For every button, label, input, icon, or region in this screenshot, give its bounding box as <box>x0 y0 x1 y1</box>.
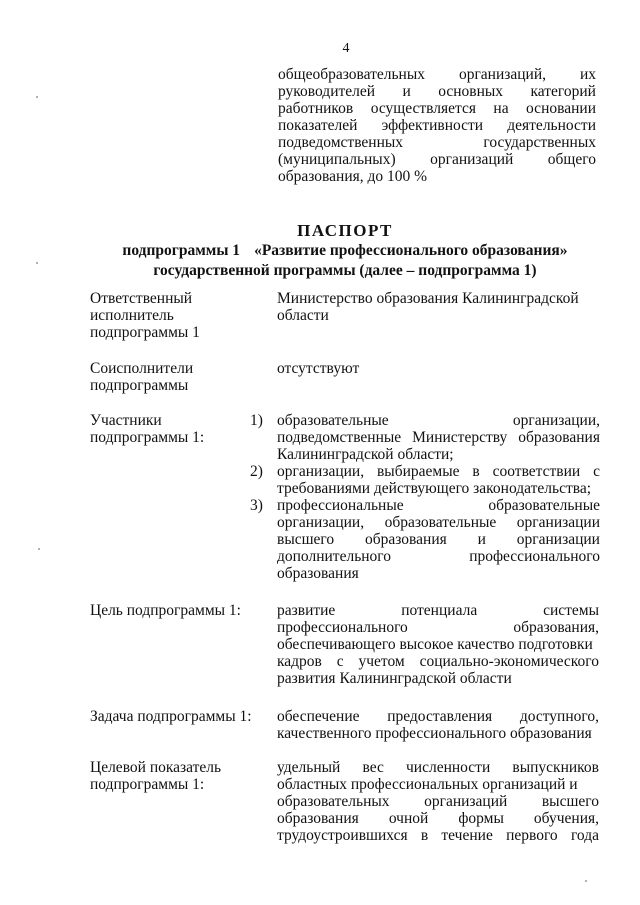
word: года <box>570 827 599 844</box>
word: профессионального <box>277 619 408 636</box>
word: образовательные <box>384 514 497 531</box>
word: работников <box>278 100 354 117</box>
word: руководителей <box>278 83 376 100</box>
value-line <box>277 827 599 844</box>
word: потенциала <box>401 602 478 619</box>
row-value <box>277 708 599 742</box>
item-line <box>277 548 600 565</box>
passport-heading <box>80 221 610 281</box>
intro-line <box>278 83 596 100</box>
list-item <box>250 463 600 497</box>
word: с <box>593 463 600 480</box>
word: (муниципальных) <box>278 151 396 168</box>
word: организаций <box>430 151 514 168</box>
label-line: Ответственный <box>90 290 193 307</box>
word: категорий <box>530 83 596 100</box>
word: и <box>402 83 411 100</box>
item-number: 3) <box>250 497 263 514</box>
word: с <box>336 653 344 670</box>
row-label <box>90 602 260 619</box>
label-line: исполнитель <box>90 307 174 324</box>
row-value <box>277 602 599 687</box>
word: организации <box>516 531 600 548</box>
scan-speck <box>38 548 40 550</box>
word: образования, <box>513 619 599 636</box>
word: учетом <box>358 653 405 670</box>
list-item <box>250 412 600 463</box>
item-line: образования <box>277 565 359 582</box>
word: осуществляется <box>370 100 476 117</box>
word: обучения, <box>533 810 599 827</box>
value-line <box>277 708 599 725</box>
word: деятельности <box>507 117 596 134</box>
item-line <box>277 429 600 446</box>
word: профессиональные <box>277 497 404 514</box>
word: вес <box>362 759 384 776</box>
word: и <box>477 531 486 548</box>
word: образования, до 100 % <box>278 168 428 185</box>
word: численности <box>405 759 491 776</box>
word: подведомственные <box>277 429 402 446</box>
scan-speck <box>585 880 587 882</box>
value-line: качественного профессионального образования <box>277 725 592 742</box>
item-number: 1) <box>250 412 263 429</box>
label-line: подпрограммы <box>90 377 189 394</box>
value-line <box>277 793 599 810</box>
word: удельный <box>277 759 341 776</box>
value-line: Министерство образования Калининградской <box>277 290 579 307</box>
word: общеобразовательных <box>278 66 426 83</box>
word: высшего <box>277 531 335 548</box>
list-item <box>250 497 600 582</box>
intro-paragraph <box>278 66 596 185</box>
word: предоставления <box>387 708 493 725</box>
word: кадров <box>277 653 322 670</box>
word: профессионального <box>469 548 600 565</box>
passport-title: ПАСПОРТ <box>297 221 393 240</box>
word: государственных <box>483 134 596 151</box>
intro-line <box>278 117 596 134</box>
row-label <box>90 759 260 793</box>
value-line: отсутствуют <box>277 360 360 377</box>
word: основных <box>438 83 504 100</box>
word: эффективности <box>381 117 484 134</box>
label-line: Соисполнители <box>90 360 194 377</box>
word: организации, <box>277 514 365 531</box>
word: развитие <box>277 602 336 619</box>
intro-line <box>278 66 596 83</box>
word: системы <box>543 602 599 619</box>
word: образовательных <box>277 793 390 810</box>
word: выбираемые <box>376 463 460 480</box>
value-line: областных профессиональных организаций и <box>277 776 578 793</box>
participants-list <box>250 412 600 582</box>
label-line: Участники <box>90 412 162 429</box>
word: образования <box>365 531 447 548</box>
label-line: Целевой показатель <box>90 759 222 776</box>
row-label <box>90 360 260 394</box>
program-subtitle: государственной программы (далее – подпрограмма 1) <box>153 262 537 279</box>
scan-speck <box>36 262 38 264</box>
word: их <box>579 66 596 83</box>
word: выпускников <box>512 759 599 776</box>
value-line: развития Калининградской области <box>277 670 512 687</box>
word: на <box>493 100 509 117</box>
item-line <box>277 531 600 548</box>
intro-line <box>278 134 596 151</box>
row-label <box>90 412 260 446</box>
word: соответствии <box>492 463 581 480</box>
label-line: подпрограммы 1: <box>90 776 205 793</box>
word: Министерству <box>412 429 508 446</box>
value-line <box>277 653 599 670</box>
row-label <box>90 708 260 725</box>
item-line <box>277 463 600 480</box>
row-value <box>277 360 599 377</box>
value-line: обеспечивающего высокое качество подготовки <box>277 636 593 653</box>
word: течение <box>441 827 493 844</box>
word: формы <box>458 810 504 827</box>
scan-speck <box>36 96 38 98</box>
word: доступного, <box>519 708 599 725</box>
label-line: подпрограммы 1: <box>90 429 205 446</box>
word: основании <box>526 100 596 117</box>
word: образования <box>277 810 359 827</box>
word: обеспечение <box>277 708 360 725</box>
word: очной <box>388 810 429 827</box>
word: первого <box>506 827 558 844</box>
value-line <box>277 759 599 776</box>
word: подведомственных <box>278 134 404 151</box>
subprogram-name: «Развитие профессионального образования» <box>254 242 568 259</box>
word: образовательные <box>277 412 389 429</box>
word: высшего <box>541 793 599 810</box>
label-line: подпрограммы 1 <box>90 324 200 341</box>
intro-line <box>278 151 596 168</box>
word: образования <box>518 429 600 446</box>
word: показателей <box>278 117 358 134</box>
item-number: 2) <box>250 463 263 480</box>
word: трудоустроившихся <box>277 827 408 844</box>
word: в <box>420 827 429 844</box>
intro-line <box>278 168 596 185</box>
word: в <box>472 463 480 480</box>
word: организаций, <box>458 66 547 83</box>
label-line: Цель подпрограммы 1: <box>90 602 241 619</box>
item-line <box>277 497 600 514</box>
word: общего <box>547 151 596 168</box>
row-label <box>90 290 260 341</box>
item-line <box>277 412 600 429</box>
value-line: области <box>277 307 329 324</box>
value-line <box>277 619 599 636</box>
word: образовательные <box>488 497 600 514</box>
word: дополнительного <box>277 548 392 565</box>
subprogram-title <box>80 241 610 261</box>
item-line <box>277 514 600 531</box>
word: социально-экономического <box>419 653 599 670</box>
row-value <box>277 290 599 324</box>
page-number: 4 <box>342 41 350 56</box>
word: организации <box>516 514 600 531</box>
item-line: Калининградской области; <box>277 446 454 463</box>
value-line <box>277 602 599 619</box>
value-line <box>277 810 599 827</box>
intro-line <box>278 100 596 117</box>
word: организации, <box>277 463 365 480</box>
word: организации, <box>512 412 600 429</box>
subprogram-number: подпрограммы 1 <box>122 242 241 259</box>
item-line: требованиями действующего законодательства; <box>277 480 592 497</box>
word: организаций <box>424 793 508 810</box>
label-line: Задача подпрограммы 1: <box>90 708 252 725</box>
row-value <box>277 759 599 844</box>
